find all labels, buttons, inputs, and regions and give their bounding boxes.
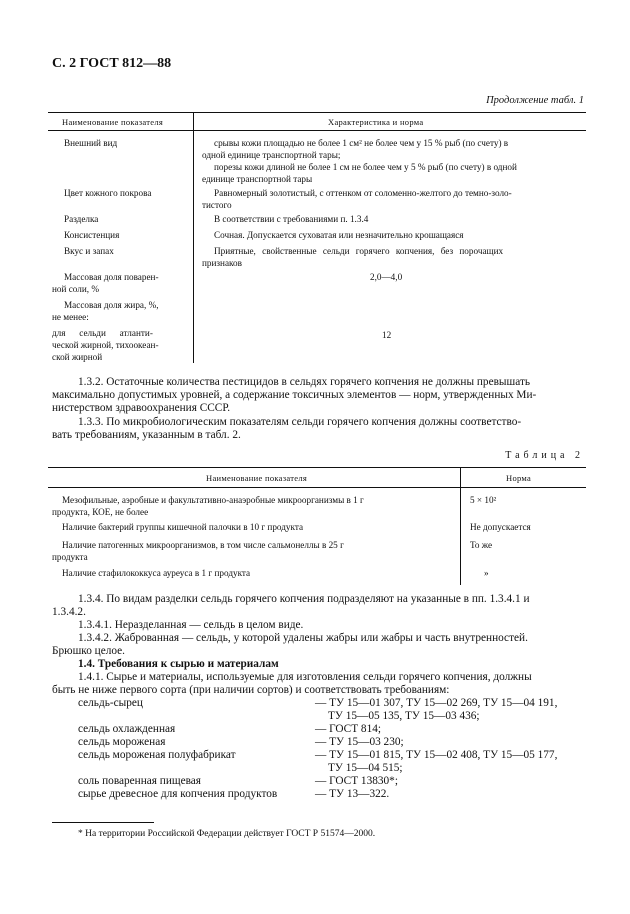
table1-row-name: Разделка bbox=[64, 214, 99, 224]
table1-row-value: 12 bbox=[382, 330, 392, 340]
table1-row-name: ной соли, % bbox=[52, 284, 100, 294]
material-name: соль поваренная пищевая bbox=[78, 775, 202, 787]
table2-column-divider bbox=[460, 467, 461, 585]
table1-header-rule bbox=[48, 130, 586, 131]
table1-row-value: Приятные, свойственные сельди горячего копчения, без порочащих bbox=[214, 246, 504, 256]
table1-row-value: Равномерный золотистый, с оттенком от соломенно-желтого до темно-золо- bbox=[214, 188, 512, 198]
table1-row-value: признаков bbox=[202, 258, 242, 268]
material-ref: ТУ 15—05 135, ТУ 15—03 436; bbox=[328, 710, 480, 722]
text-line: Брюшко целое. bbox=[52, 645, 125, 657]
table2-row-name: продукта, КОЕ, не более bbox=[52, 507, 149, 517]
material-ref: — ГОСТ 13830*; bbox=[315, 775, 398, 787]
footnote: * На территории Российской Федерации действует ГОСТ Р 51574—2000. bbox=[78, 829, 376, 839]
text-line: быть не ниже первого сорта (при наличии сортов) и соответствовать требованиям: bbox=[52, 684, 450, 696]
text-line: 1.4.1. Сырье и материалы, используемые для изготовления сельди горячего копчения, должны bbox=[78, 671, 532, 683]
material-name: сельдь мороженая bbox=[78, 736, 166, 748]
material-ref: — ТУ 13—322. bbox=[315, 788, 390, 800]
table1-row-name: Внешний вид bbox=[64, 138, 118, 148]
table1-row-name: Массовая доля жира, %, bbox=[64, 300, 159, 310]
table1-row-value: срывы кожи площадью не более 1 см² не более чем у 15 % рыб (по счету) в bbox=[214, 138, 509, 148]
table1-row-value: одной единице транспортной тары; bbox=[202, 150, 341, 160]
table1-row-value: Сочная. Допускается суховатая или незначительно крошащаяся bbox=[214, 230, 464, 240]
text-line: 1.3.4.2. bbox=[52, 606, 86, 618]
material-name: сырье древесное для копчения продуктов bbox=[78, 788, 278, 800]
material-name: сельдь охлажденная bbox=[78, 723, 176, 735]
table2-top-rule bbox=[48, 467, 586, 468]
table1-row-name: Цвет кожного покрова bbox=[64, 188, 152, 198]
table2-header-rule bbox=[48, 487, 586, 488]
text-line: 1.3.4.2. Жаброванная — сельдь, у которой удалены жабры или жабры и часть внутренностей. bbox=[78, 632, 528, 644]
text-line: 1.3.2. Остаточные количества пестицидов в сельдях горячего копчения не должны превышать bbox=[78, 376, 531, 388]
table1-row-name: не менее: bbox=[52, 312, 89, 322]
table2-row-value: 5 × 10² bbox=[470, 495, 497, 505]
table2-col2-header: Норма bbox=[506, 473, 532, 483]
material-name: сельдь-сырец bbox=[78, 697, 143, 709]
section-heading: 1.4. Требования к сырью и материалам bbox=[78, 658, 279, 670]
table1-row-value: В соответствии с требованиями п. 1.3.4 bbox=[214, 214, 369, 224]
table2-row-name: Наличие патогенных микроорганизмов, в том числе сальмонеллы в 25 г bbox=[62, 540, 344, 550]
table1-row-value: единице транспортной тары bbox=[202, 174, 313, 184]
text-line: нистерством здравоохранения СССР. bbox=[52, 402, 231, 414]
material-ref: — ТУ 15—01 307, ТУ 15—02 269, ТУ 15—04 191, bbox=[315, 697, 558, 709]
text-line: 1.3.4.1. Неразделанная — сельдь в целом виде. bbox=[78, 619, 304, 631]
table1-row-value: тистого bbox=[202, 200, 232, 210]
table2-row-name: Наличие стафилококкуса ауреуса в 1 г продукта bbox=[62, 568, 251, 578]
table1-continuation: Продолжение табл. 1 bbox=[486, 95, 584, 106]
table1-row-name: ской жирной bbox=[52, 352, 103, 362]
table2-row-value: » bbox=[484, 568, 489, 578]
table1-top-rule bbox=[48, 112, 586, 113]
table1-row-name: для сельди атланти- bbox=[52, 328, 153, 338]
text-line: 1.3.4. По видам разделки сельдь горячего копчения подразделяют на указанные в пп. 1.3.4.1 и bbox=[78, 593, 530, 605]
table2-col1-header: Наименование показателя bbox=[206, 473, 308, 483]
table1-row-name: Вкус и запах bbox=[64, 246, 114, 256]
material-ref: ТУ 15—04 515; bbox=[328, 762, 403, 774]
material-ref: — ТУ 15—03 230; bbox=[315, 736, 404, 748]
text-line: максимально допустимых уровней, а содержание токсичных элементов — норм, утвержденных Ми- bbox=[52, 389, 537, 401]
table1-row-name: Массовая доля поварен- bbox=[64, 272, 159, 282]
table1-row-name: ческой жирной, тихоокеан- bbox=[52, 340, 159, 350]
table2-title: Таблица 2 bbox=[505, 450, 584, 461]
table1-row-name: Консистенция bbox=[64, 230, 120, 240]
table2-row-value: То же bbox=[470, 540, 493, 550]
table1-col2-header: Характеристика и норма bbox=[328, 117, 424, 127]
material-name: сельдь мороженая полуфабрикат bbox=[78, 749, 236, 761]
table1-col1-header: Наименование показателя bbox=[62, 117, 164, 127]
table2-row-name: продукта bbox=[52, 552, 88, 562]
table1-row-value: порезы кожи длиной не более 1 см не более чем у 5 % рыб (по счету) в одной bbox=[214, 162, 517, 172]
table2-row-value: Не допускается bbox=[470, 522, 531, 532]
text-line: 1.3.3. По микробиологическим показателям сельди горячего копчения должны соответство- bbox=[78, 416, 522, 428]
footnote-rule bbox=[52, 822, 154, 823]
table2-row-name: Мезофильные, аэробные и факультативно-анаэробные микроорганизмы в 1 г bbox=[62, 495, 364, 505]
table1-row-value: 2,0—4,0 bbox=[370, 272, 403, 282]
material-ref: — ТУ 15—01 815, ТУ 15—02 408, ТУ 15—05 177, bbox=[315, 749, 558, 761]
page-header: С. 2 ГОСТ 812—88 bbox=[52, 56, 172, 71]
table2-row-name: Наличие бактерий группы кишечной палочки в 10 г продукта bbox=[62, 522, 304, 532]
table1-column-divider bbox=[193, 112, 194, 363]
text-line: вать требованиям, указанным в табл. 2. bbox=[52, 429, 241, 441]
material-ref: — ГОСТ 814; bbox=[315, 723, 382, 735]
